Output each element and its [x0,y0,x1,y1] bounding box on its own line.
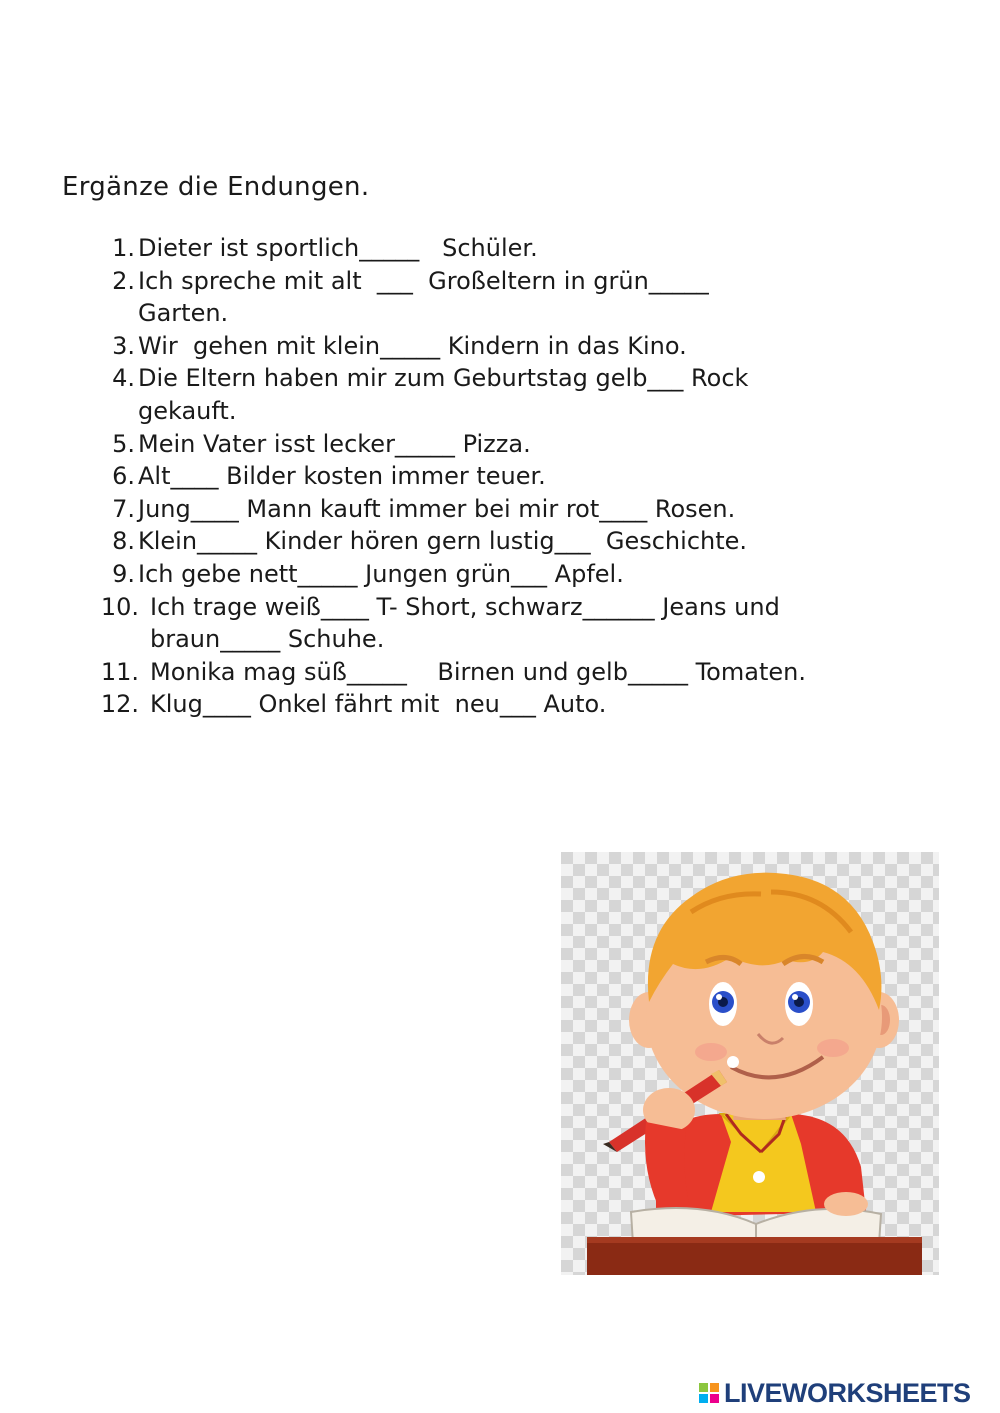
brand-name: LIVEWORKSHEETS [724,1377,971,1408]
exercise-item [0,428,1000,461]
exercise-text-line: Ich spreche mit alt ___ Großeltern in grün_____ [138,266,709,295]
exercise-text-line: gekauft. [138,396,237,425]
exercise-item [0,330,1000,363]
exercise-number: 5. [112,429,135,458]
exercise-item [0,656,1000,689]
exercise-number: 1. [112,234,135,262]
exercise-item [0,460,1000,493]
exercise-number: 10. [100,592,139,621]
exercise-text-line: Wir gehen mit klein_____ Kindern in das Kino. [138,331,687,360]
exercise-text-line: Ich gebe nett_____ Jungen grün___ Apfel. [138,559,624,588]
exercise-text-line: Ich trage weiß____ T- Short, schwarz______ Jeans und [150,592,780,621]
exercise-list [0,232,1000,721]
exercise-item [0,493,1000,526]
exercise-item [0,362,1000,427]
exercise-number: 4. [112,364,135,393]
exercise-number: 11. [100,657,139,686]
exercise-text-line: Die Eltern haben mir zum Geburtstag gelb___ Rock [138,364,749,393]
exercise-item [0,591,1000,656]
exercise-item [0,525,1000,558]
exercise-text-line: braun_____ Schuhe. [150,625,385,654]
exercise-number: 7. [112,494,135,523]
liveworksheets-brand[interactable] [698,1378,971,1408]
exercise-item [0,558,1000,591]
exercise-text-line: Monika mag süß_____ Birnen und gelb_____ Tomaten. [150,657,806,686]
worksheet-title: Ergänze die Endungen. [62,172,370,202]
exercise-item [0,232,1000,265]
exercise-text-line: Alt____ Bilder kosten immer teuer. [138,462,546,491]
exercise-text-line: Klein_____ Kinder hören gern lustig___ Geschichte. [138,527,748,556]
exercise-text-line: Dieter ist sportlich_____ Schüler. [138,234,538,262]
exercise-text-line: Jung____ Mann kauft immer bei mir rot____ Rosen. [138,494,736,523]
exercise-number: 9. [112,559,135,588]
exercise-number: 2. [112,266,135,295]
exercise-text-line: Mein Vater isst lecker_____ Pizza. [138,429,531,458]
liveworksheets-logo-icon [698,1382,720,1404]
exercise-item [0,688,1000,721]
boy-thinking-with-pencil-illustration [561,852,939,1275]
exercise-item [0,265,1000,330]
exercise-number: 6. [112,462,135,491]
exercise-text-line: Klug____ Onkel fährt mit neu___ Auto. [150,690,607,719]
exercise-number: 12. [100,690,139,719]
exercise-text-line: Garten. [138,299,229,328]
exercise-number: 8. [112,527,135,556]
exercise-number: 3. [112,331,135,360]
